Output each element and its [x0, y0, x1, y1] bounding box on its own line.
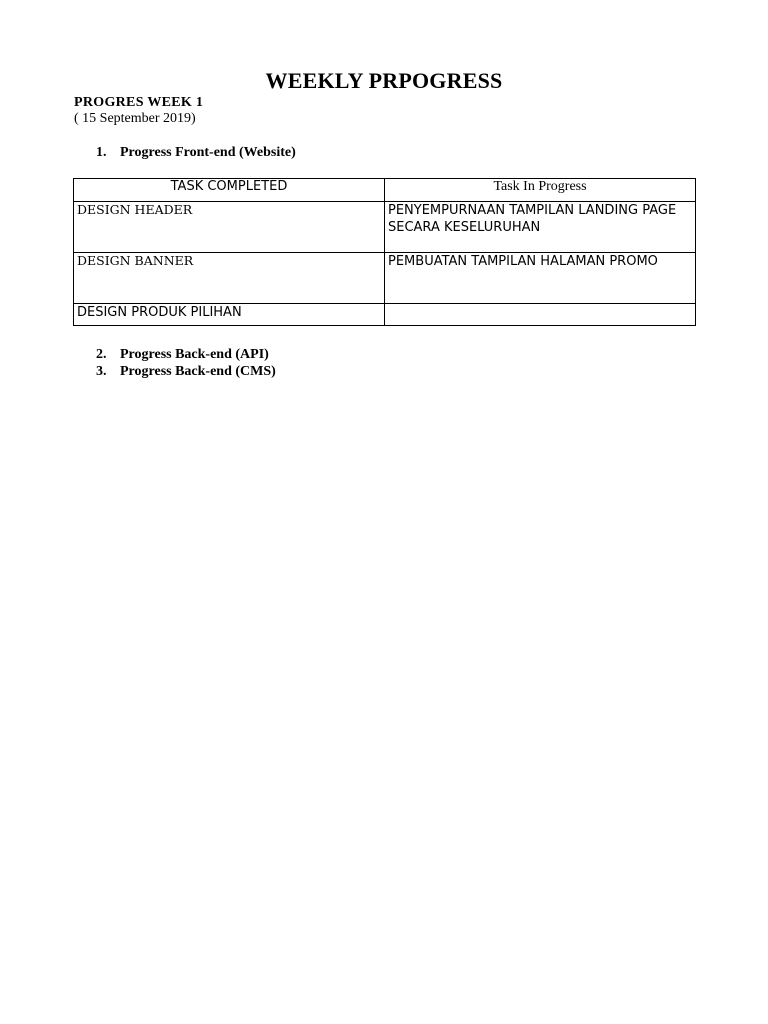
- list-label: Progress Back-end (CMS): [120, 364, 276, 379]
- list-number: 3.: [96, 364, 107, 379]
- table-cell: DESIGN PRODUK PILIHAN: [74, 304, 385, 326]
- list-label: Progress Back-end (API): [120, 347, 269, 362]
- list-item-backend-cms: [96, 364, 276, 380]
- table-cell: PEMBUATAN TAMPILAN HALAMAN PROMO: [385, 253, 696, 304]
- list-item-frontend: [96, 145, 296, 161]
- table-header-row: [74, 179, 696, 202]
- table-cell: PENYEMPURNAAN TAMPILAN LANDING PAGE SECARA KESELURUHAN: [385, 202, 696, 253]
- week-heading: PROGRES WEEK 1: [74, 95, 204, 110]
- list-item-backend-api: [96, 347, 269, 363]
- table-cell: DESIGN BANNER: [74, 253, 385, 304]
- header-task-completed: TASK COMPLETED: [74, 179, 385, 202]
- header-task-in-progress: Task In Progress: [385, 179, 696, 202]
- list-number: 2.: [96, 347, 107, 362]
- list-label: Progress Front-end (Website): [120, 145, 296, 160]
- table-cell: DESIGN HEADER: [74, 202, 385, 253]
- week-date: ( 15 September 2019): [74, 111, 196, 126]
- table-cell: [385, 304, 696, 326]
- table-row: [74, 202, 696, 253]
- table-row: [74, 253, 696, 304]
- table-row: [74, 304, 696, 326]
- task-table: [73, 178, 696, 326]
- document-title: WEEKLY PRPOGRESS: [265, 68, 503, 93]
- list-number: 1.: [96, 145, 107, 160]
